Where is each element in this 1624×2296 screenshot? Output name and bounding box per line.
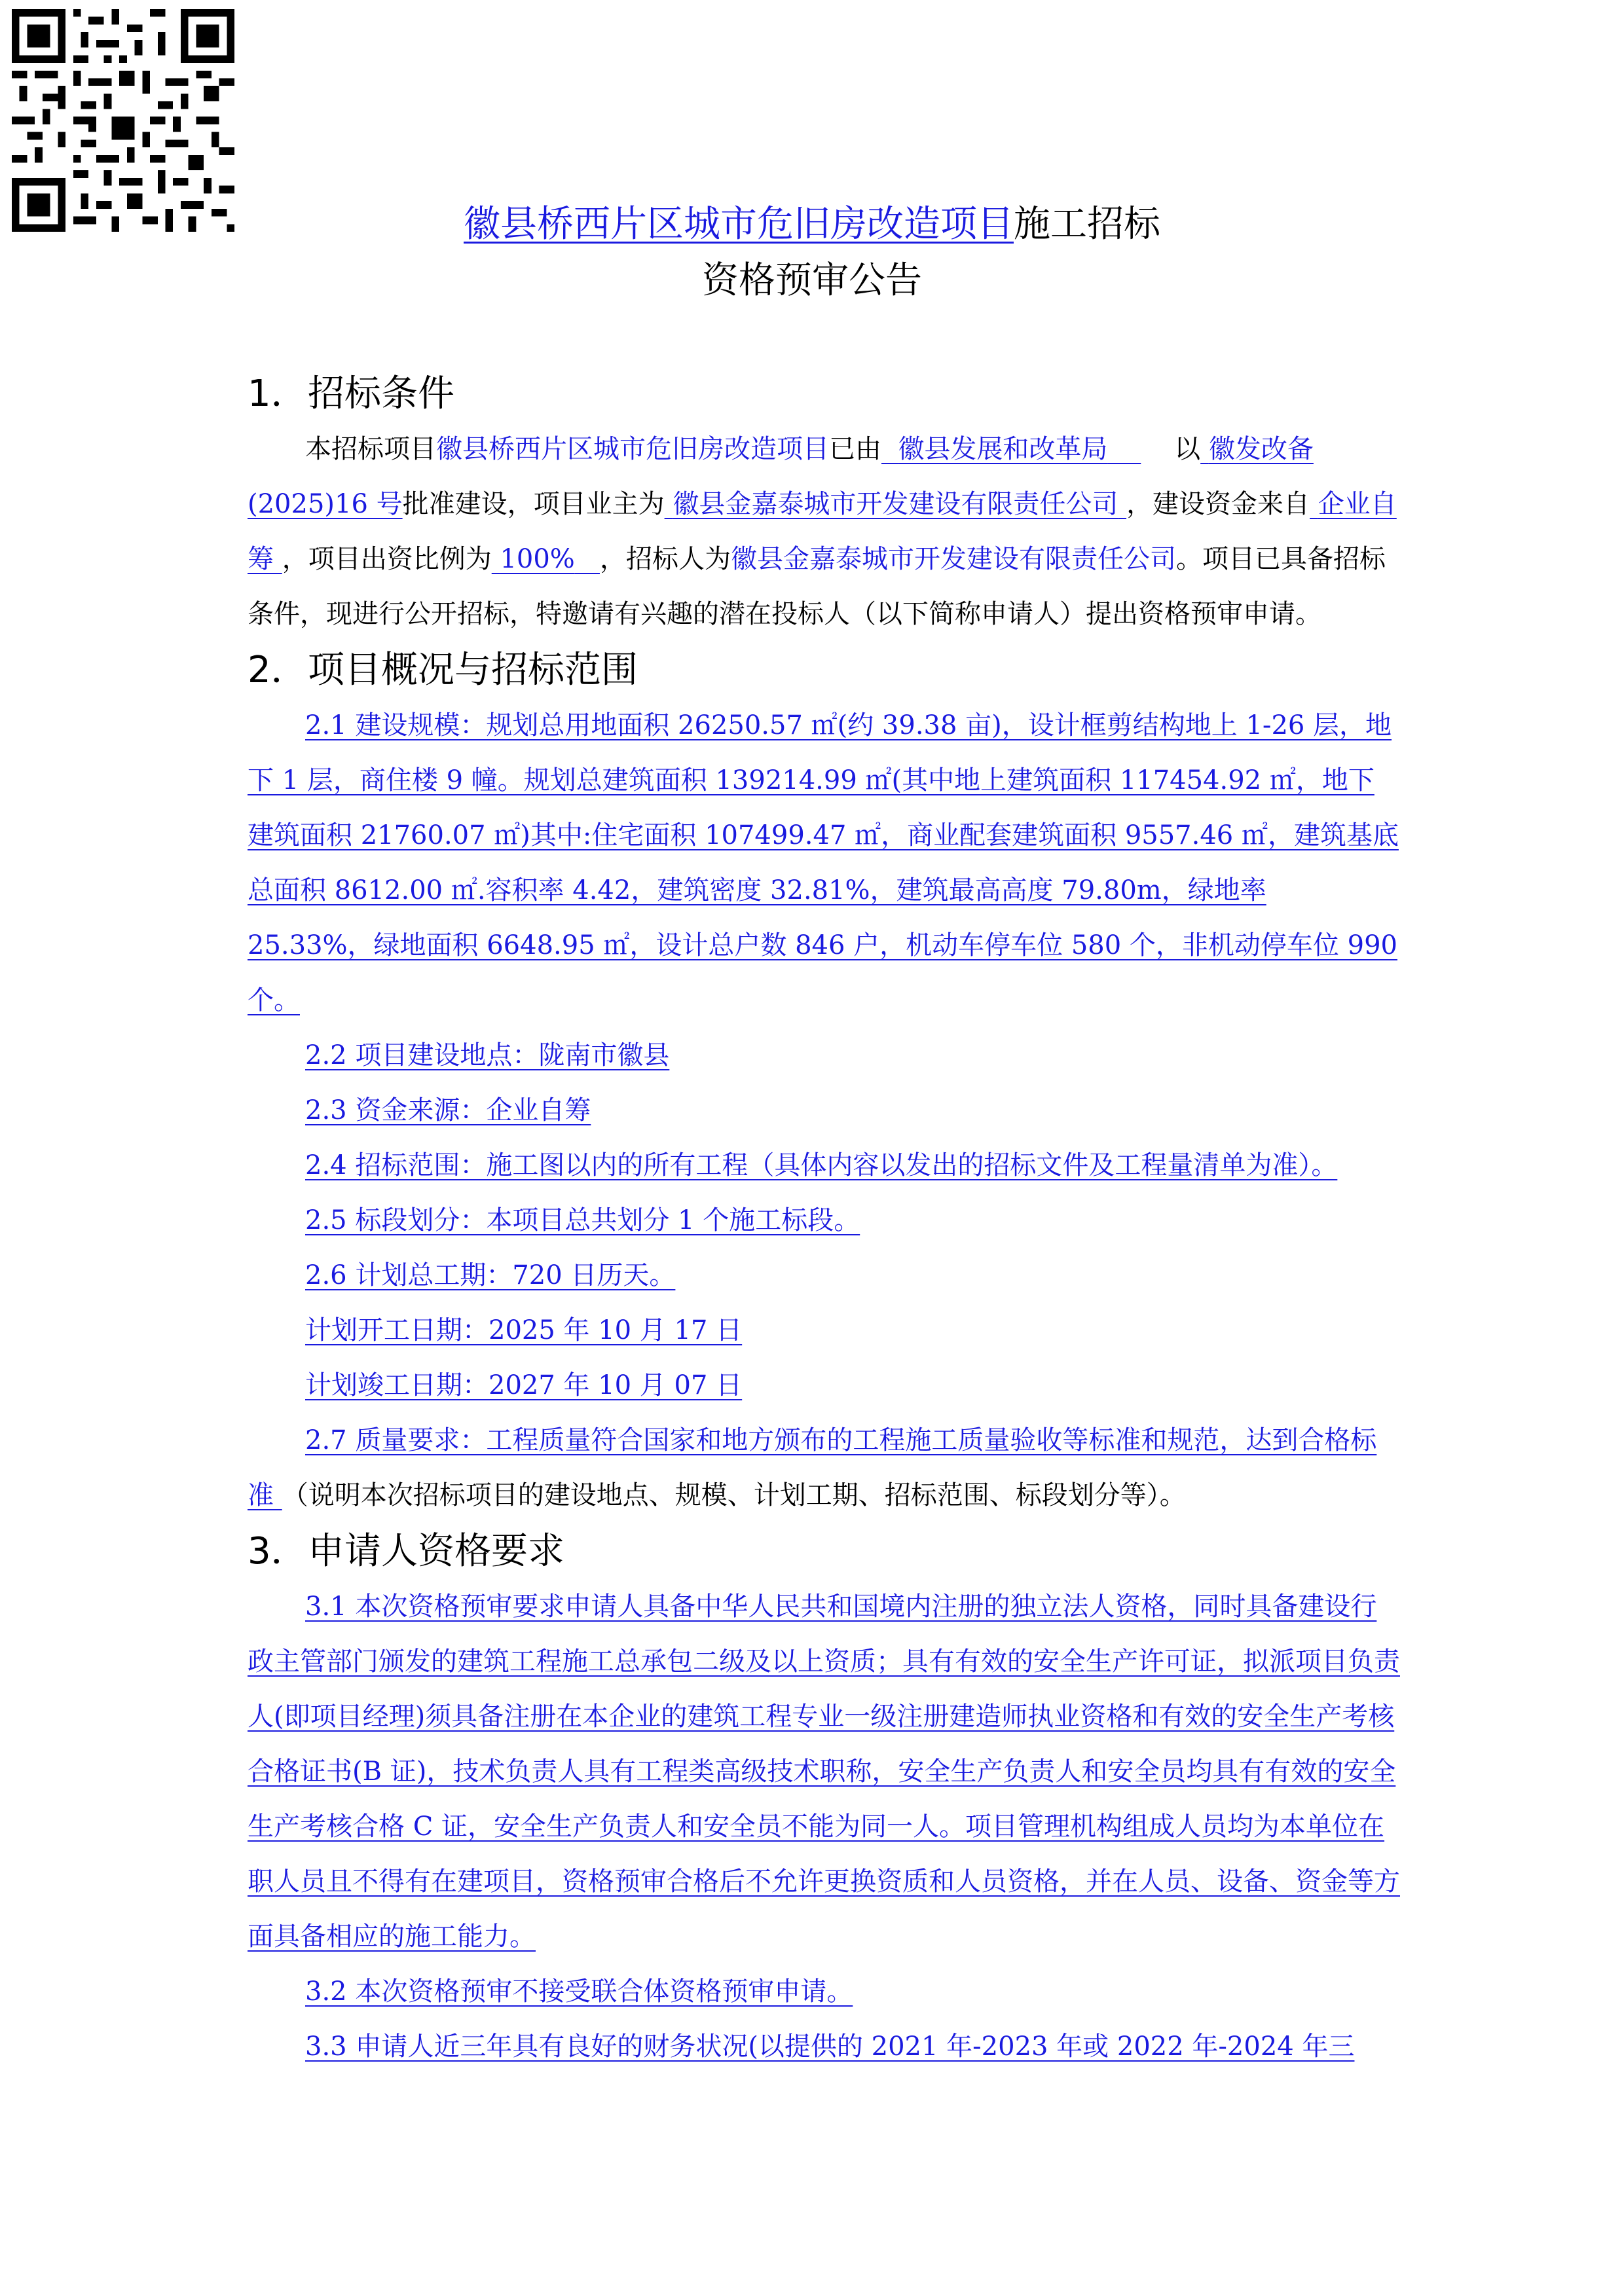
section-3-heading: 3．申请人资格要求 — [248, 1530, 564, 1573]
planned-start-date: 计划开工日期：2025 年 10 月 17 日 — [305, 1315, 743, 1345]
item-2-3: 2.3 资金来源：企业自筹 — [305, 1095, 591, 1125]
approval-number-field: 徽发改备(2025)16 号 — [248, 434, 1314, 519]
document-title — [0, 202, 1624, 247]
item-2-5: 2.5 标段划分：本项目总共划分 1 个施工标段。 — [305, 1205, 860, 1235]
item-3-3: 3.3 申请人近三年具有良好的财务状况(以提供的 2021 年-2023 年或 2022 年-2024 年三 — [305, 2032, 1355, 2062]
owner-field: 徽县金嘉泰城市开发建设有限责任公司 — [673, 489, 1118, 519]
tenderer-field: 徽县金嘉泰城市开发建设有限责任公司 — [730, 544, 1176, 574]
section-1-heading: 1．招标条件 — [248, 373, 454, 415]
document-subtitle: 资格预审公告 — [702, 259, 922, 302]
document-body — [248, 367, 1400, 2074]
title-rest: 施工招标 — [1014, 203, 1160, 246]
item-2-1: 2.1 建设规模：规划总用地面积 26250.57 ㎡(约 39.38 亩)，设计框剪结构地上 1-26 层，地下 1 层，商住楼 9 幢。规划总建筑面积 139214.99 ㎡(其中地上建筑面积 117454.92 ㎡，地下建筑面积 21760.07 ㎡)其中:住宅面积 107499.47 ㎡，商业配套建筑面积 9557.46 ㎡，建筑基底总面积 8612.00 ㎡.容积率 4.42，建筑密度 32.81%，建筑最高高度 79.80m，绿地率 25.33%，绿地面积 6648.95 ㎡，设计总户数 846 户，机动车停车位 580 个，非机动停车位 990 个。 — [248, 710, 1399, 1015]
fund-source-field: 企业自筹 — [248, 489, 1397, 574]
ratio-field: 100% — [500, 544, 575, 574]
planned-end-date: 计划竣工日期：2027 年 10 月 07 日 — [305, 1370, 743, 1400]
title-project-link[interactable]: 徽县桥西片区城市危旧房改造项目 — [464, 203, 1014, 246]
section-1-paragraph: 本招标项目徽县桥西片区城市危旧房改造项目已由 徽县发展和改革局 以 徽发改备(2025)16 号批准建设，项目业主为 徽县金嘉泰城市开发建设有限责任公司 ，建设资金来自 企业自筹 ，项目出资比例为 100% ，招标人为徽县金嘉泰城市开发建设有限责任公司。项目已具备招标条件，现进行公开招标，特邀请有兴趣的潜在投标人（以下简称申请人）提出资格预审申请。 — [248, 434, 1397, 629]
qr-code — [12, 9, 234, 232]
item-2-6: 2.6 计划总工期：720 日历天。 — [305, 1260, 676, 1290]
item-3-1: 3.1 本次资格预审要求申请人具备中华人民共和国境内注册的独立法人资格，同时具备建设行政主管部门颁发的建筑工程施工总承包二级及以上资质；具有有效的安全生产许可证，拟派项目负责人(即项目经理)须具备注册在本企业的建筑工程专业一级注册建造师执业资格和有效的安全生产考核合格证书(B 证)，技术负责人具有工程类高级技术职称，安全生产负责人和安全员均具有有效的安全生产考核合格 C 证，安全生产负责人和安全员不能为同一人。项目管理机构组成人员均为本单位在职人员且不得有在建项目，资格预审合格后不允许更换资质和人员资格，并在人员、设备、资金等方面具备相应的施工能力。 — [248, 1592, 1400, 1952]
approver-field: 徽县发展和改革局 — [898, 434, 1108, 464]
item-3-2: 3.2 本次资格预审不接受联合体资格预审申请。 — [305, 1977, 853, 2007]
item-2-7: 2.7 质量要求：工程质量符合国家和地方颁布的工程施工质量验收等标准和规范，达到合格标准 （说明本次招标项目的建设地点、规模、计划工期、招标范围、标段划分等）。 — [248, 1425, 1377, 1510]
project-name-field: 徽县桥西片区城市危旧房改造项目 — [436, 434, 829, 464]
item-2-2: 2.2 项目建设地点：陇南市徽县 — [305, 1040, 670, 1070]
section-2-heading: 2．项目概况与招标范围 — [248, 649, 638, 691]
item-2-4: 2.4 招标范围：施工图以内的所有工程（具体内容以发出的招标文件及工程量清单为准）。 — [305, 1150, 1338, 1180]
